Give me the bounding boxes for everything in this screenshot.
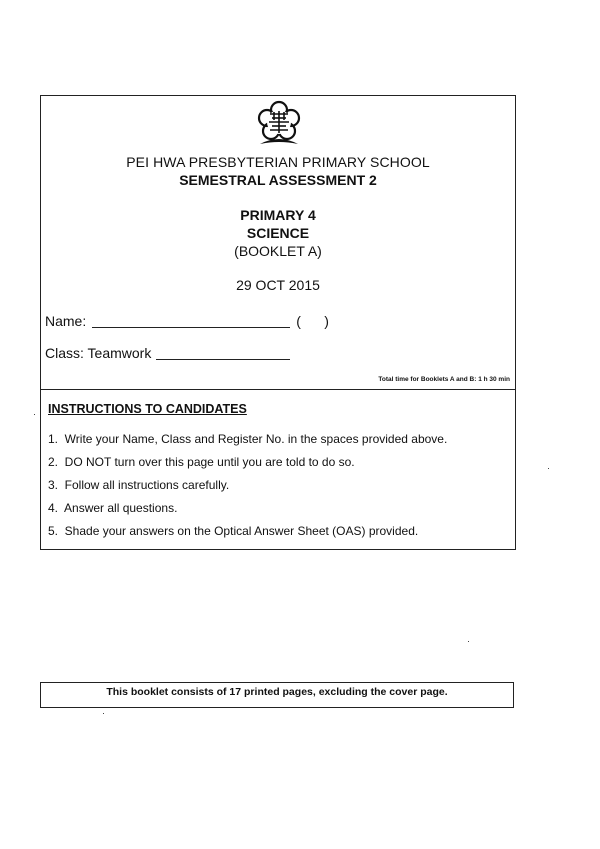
instruction-item: 1. Write your Name, Class and Register No. in the spaces provided above. — [48, 432, 448, 446]
instruction-item: 2. DO NOT turn over this page until you are told to do so. — [48, 455, 355, 469]
paper-date: 29 OCT 2015 — [236, 277, 320, 293]
instruction-item: 4. Answer all questions. — [48, 501, 178, 515]
name-label: Name: — [45, 313, 87, 329]
class-row — [45, 345, 290, 361]
instruction-item: 3. Follow all instructions carefully. — [48, 478, 230, 492]
scan-speck — [34, 414, 35, 415]
instructions-list — [48, 432, 447, 547]
school-crest-icon — [254, 100, 304, 148]
instructions-heading: INSTRUCTIONS TO CANDIDATES — [48, 402, 247, 416]
section-divider — [40, 389, 516, 390]
name-row — [45, 313, 329, 329]
assessment-title: SEMESTRAL ASSESSMENT 2 — [179, 172, 377, 188]
class-label: Class: Teamwork — [45, 345, 152, 361]
total-time-note: Total time for Booklets A and B: 1 h 30 min — [378, 376, 510, 383]
name-field[interactable] — [92, 327, 290, 328]
instruction-item: 5. Shade your answers on the Optical Answer Sheet (OAS) provided. — [48, 524, 419, 538]
register-number-field[interactable]: ( ) — [296, 313, 329, 329]
paper-subject: SCIENCE — [246, 225, 310, 241]
scan-speck — [468, 641, 469, 642]
page-count-note: This booklet consists of 17 printed pages, excluding the cover page. — [40, 682, 514, 708]
paper-level: PRIMARY 4 — [240, 207, 316, 223]
scan-speck — [103, 713, 104, 714]
paper-booklet: (BOOKLET A) — [234, 243, 322, 259]
scan-speck — [548, 468, 549, 469]
class-field[interactable] — [156, 359, 290, 360]
school-name: PEI HWA PRESBYTERIAN PRIMARY SCHOOL — [126, 154, 430, 170]
